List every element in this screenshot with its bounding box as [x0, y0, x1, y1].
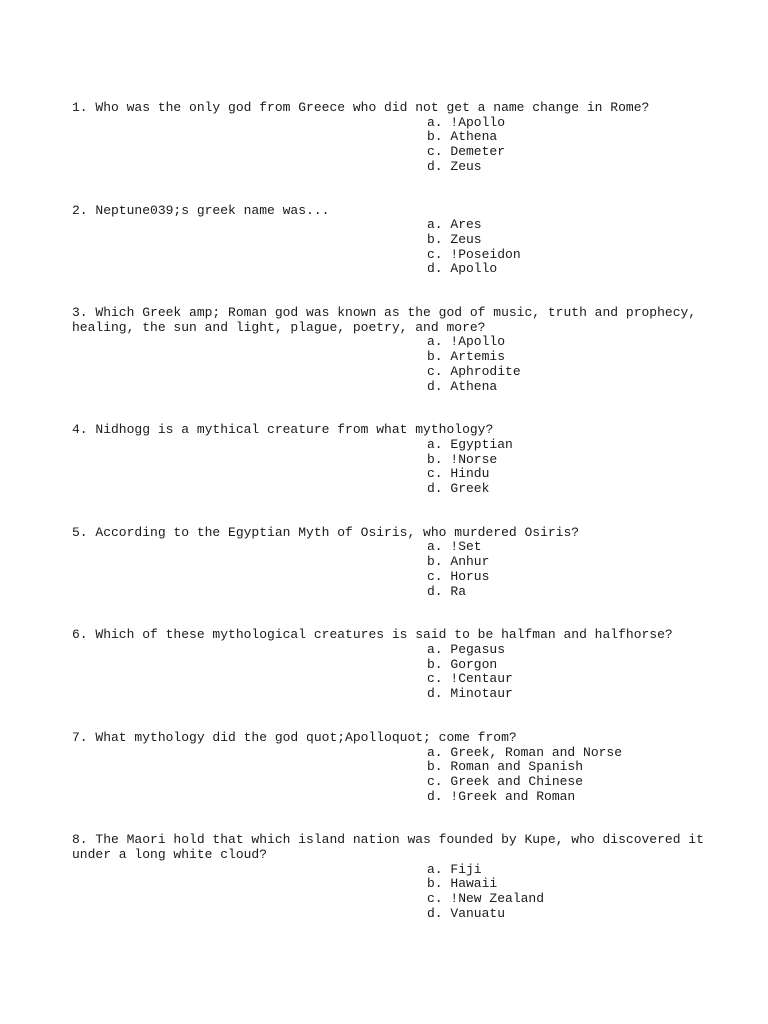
question-text: 5. According to the Egyptian Myth of Osiris, who murdered Osiris?	[72, 524, 580, 540]
answer-options	[72, 540, 712, 599]
option-b: b. Roman and Spanish	[427, 759, 584, 775]
answer-options	[72, 746, 712, 805]
answer-options	[72, 863, 712, 922]
question-text: 1. Who was the only god from Greece who did not get a name change in Rome?	[72, 100, 650, 115]
option-b: b. Hawaii	[427, 876, 498, 892]
question-text: 4. Nidhogg is a mythical creature from what mythology?	[72, 422, 494, 438]
question-8	[72, 833, 712, 921]
answer-options	[72, 643, 712, 702]
option-c: c. !Poseidon	[427, 246, 521, 262]
option-b: b. Zeus	[427, 231, 482, 247]
option-a: a. Fiji	[427, 861, 482, 877]
option-d: d. Greek	[427, 481, 490, 497]
answer-options	[72, 218, 712, 277]
answer-options	[72, 116, 712, 175]
question-text: 3. Which Greek amp; Roman god was known as the god of music, truth and prophecy, healing, the sun and light, plague, poetry, and more?	[72, 305, 697, 335]
question-2	[72, 204, 712, 278]
question-text: 7. What mythology did the god quot;Apolloquot; come from?	[72, 729, 517, 745]
option-b: b. Artemis	[427, 349, 506, 365]
option-b: b. !Norse	[427, 451, 498, 467]
option-a: a. Greek, Roman and Norse	[427, 744, 623, 760]
question-7	[72, 731, 712, 805]
question-1	[72, 101, 712, 175]
option-a: a. Egyptian	[427, 436, 513, 452]
option-c: c. Demeter	[427, 144, 506, 160]
answer-options	[72, 438, 712, 497]
question-3	[72, 306, 712, 394]
option-a: a. !Apollo	[427, 334, 506, 350]
question-5	[72, 526, 712, 600]
option-d: d. Ra	[427, 583, 467, 599]
option-d: d. !Greek and Roman	[427, 788, 576, 804]
quiz-document	[72, 101, 712, 951]
option-d: d. Apollo	[427, 261, 498, 277]
option-d: d. Minotaur	[427, 686, 513, 702]
option-d: d. Vanuatu	[427, 905, 506, 921]
option-c: c. Horus	[427, 568, 490, 584]
option-a: a. Pegasus	[427, 641, 506, 657]
option-b: b. Gorgon	[427, 656, 498, 672]
question-6	[72, 628, 712, 702]
option-d: d. Athena	[427, 378, 498, 394]
question-text: 2. Neptune039;s greek name was...	[72, 202, 330, 218]
option-a: a. !Apollo	[427, 114, 506, 130]
option-c: c. Greek and Chinese	[427, 773, 584, 789]
option-a: a. !Set	[427, 539, 482, 555]
question-4	[72, 423, 712, 497]
option-c: c. !New Zealand	[427, 891, 545, 907]
question-text: 8. The Maori hold that which island nation was founded by Kupe, who discovered it under a long white cloud?	[72, 832, 704, 863]
option-c: c. Aphrodite	[427, 363, 521, 379]
option-d: d. Zeus	[427, 158, 482, 174]
option-c: c. !Centaur	[427, 671, 513, 687]
option-a: a. Ares	[427, 217, 482, 233]
option-b: b. Anhur	[427, 554, 490, 570]
option-b: b. Athena	[427, 129, 498, 145]
option-c: c. Hindu	[427, 466, 490, 482]
question-text: 6. Which of these mythological creatures is said to be halfman and halfhorse?	[72, 627, 673, 643]
answer-options	[72, 335, 712, 394]
